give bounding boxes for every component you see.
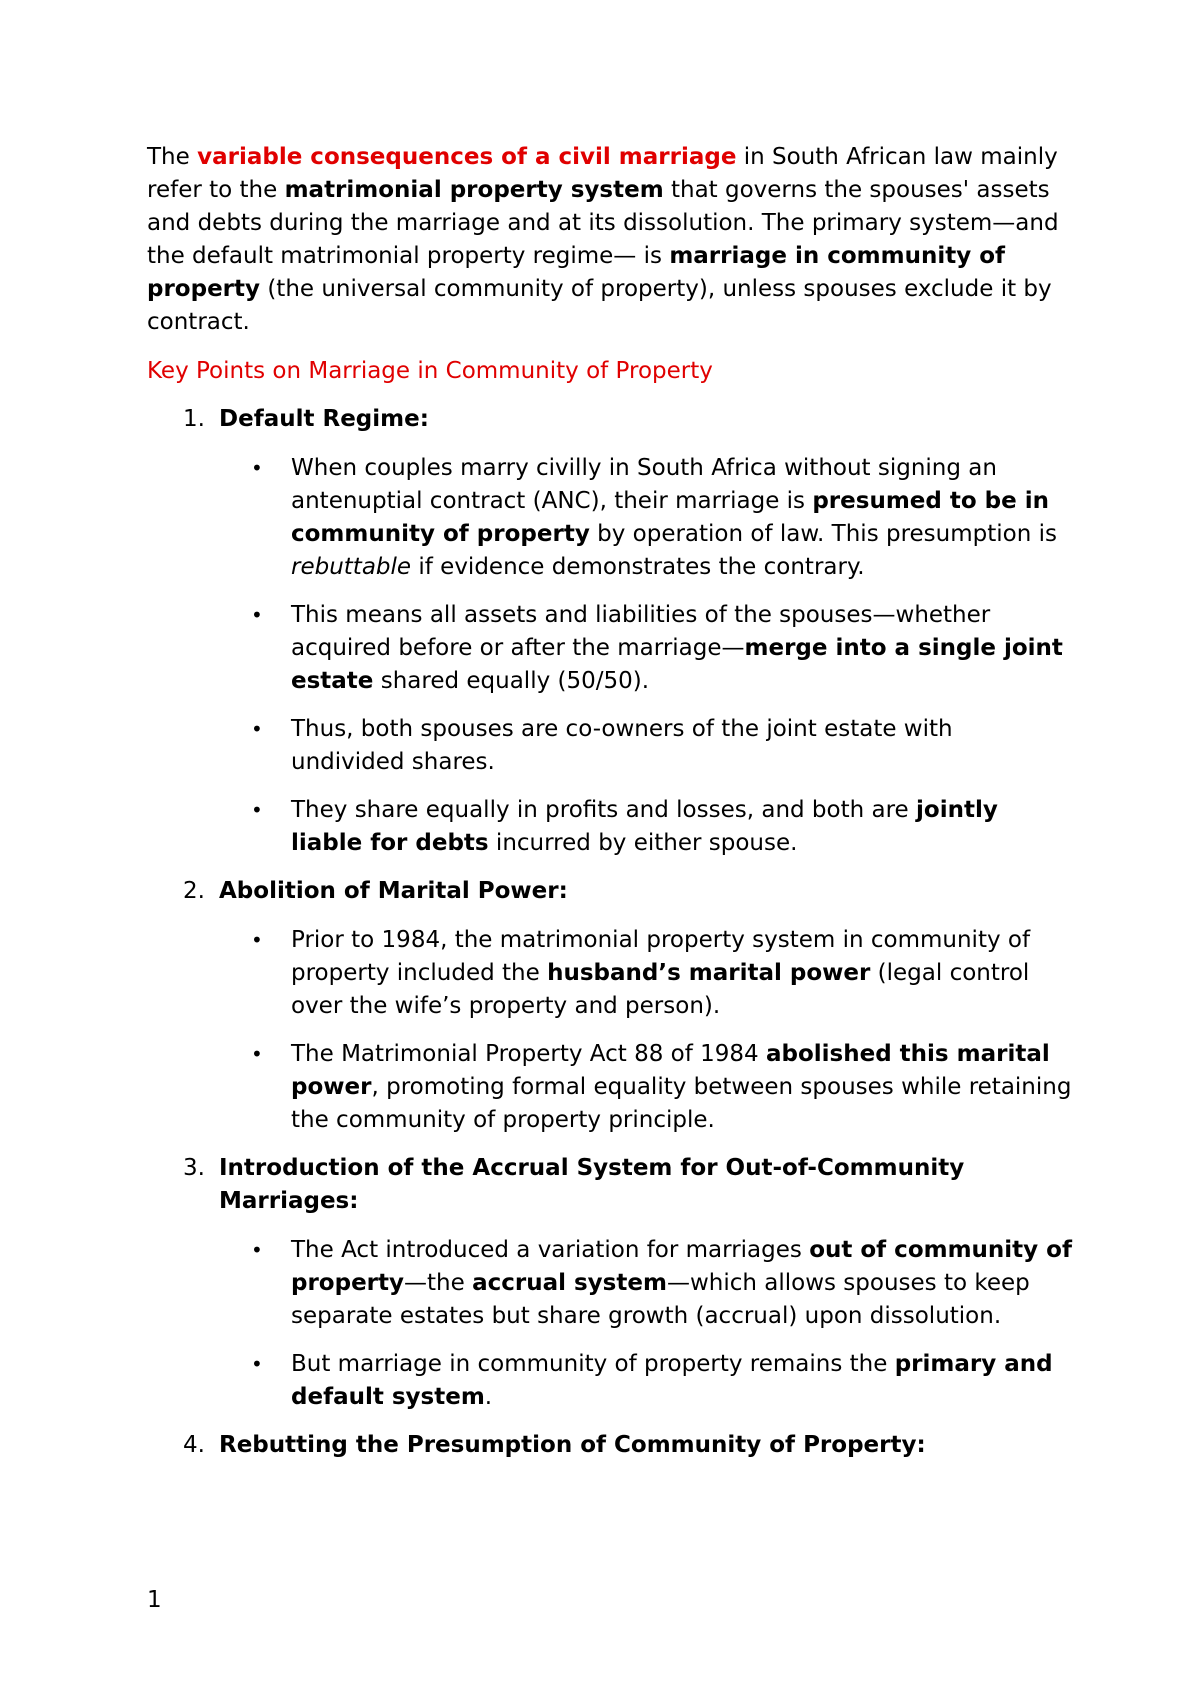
- bullet-icon: •: [251, 1042, 263, 1066]
- text-run: —which allows spouses to keep separate estates but share growth (accrual) upon dissolution.: [291, 1270, 1030, 1329]
- item-title: Abolition of Marital Power:: [219, 878, 568, 904]
- bullet-list: [147, 452, 1072, 860]
- bold-text: matrimonial property system: [284, 177, 664, 203]
- text-run: if evidence demonstrates the contrary.: [411, 554, 865, 580]
- bullet-icon: •: [251, 717, 263, 741]
- text-run: They share equally in profits and losses, and both are: [291, 797, 917, 823]
- page-number: 1: [147, 1587, 162, 1613]
- text-run: The Act introduced a variation for marriages: [291, 1237, 810, 1263]
- list-item: [147, 794, 1072, 860]
- text-run: .: [484, 1384, 493, 1410]
- text-run: Prior to 1984, the matrimonial property system in community of property included the: [291, 927, 1031, 986]
- text-run: incurred by either spouse.: [488, 830, 798, 856]
- list-item: [147, 1038, 1072, 1137]
- bullet-list: [147, 924, 1072, 1137]
- bullet-icon: •: [251, 1238, 263, 1262]
- bold-text: marriage in community of property: [147, 243, 1006, 302]
- list-item: [147, 452, 1072, 584]
- list-item: [147, 599, 1072, 698]
- text-run: , promoting formal equality between spouses while retaining the community of property principle.: [291, 1074, 1072, 1133]
- bullet-icon: •: [251, 603, 263, 627]
- text-run: But marriage in community of property remains the: [291, 1351, 895, 1377]
- text-run: The: [147, 144, 198, 170]
- list-item: [147, 713, 1072, 779]
- bold-text: primary and default system: [291, 1351, 1053, 1410]
- item-number: 1.: [183, 406, 205, 432]
- text-run: When couples marry civilly in South Africa without signing an antenuptial contract (ANC), their marriage is: [291, 455, 997, 514]
- italic-text: rebuttable: [291, 554, 412, 580]
- bullet-icon: •: [251, 928, 263, 952]
- bullet-icon: •: [251, 1352, 263, 1376]
- intro-paragraph: [147, 141, 1072, 339]
- bold-text: presumed to be in community of property: [291, 488, 1049, 547]
- numbered-item-4: [147, 1429, 1072, 1462]
- bullet-list: [147, 1234, 1072, 1414]
- section-heading: Key Points on Marriage in Community of Property: [147, 358, 713, 384]
- bold-text: merge into a single joint estate: [291, 635, 1063, 694]
- item-title: Introduction of the Accrual System for Out-of-Community Marriages:: [219, 1155, 965, 1214]
- emphasis-text: variable consequences of a civil marriage: [197, 144, 737, 170]
- item-number: 2.: [183, 878, 205, 904]
- numbered-item-3: [147, 1152, 1072, 1414]
- document-body: [147, 141, 1072, 1462]
- text-run: by operation of law. This presumption is: [589, 521, 1057, 547]
- text-run: (the universal community of property), unless spouses exclude it by contract.: [147, 276, 1052, 335]
- text-run: shared equally (50/50).: [373, 668, 650, 694]
- item-title: Default Regime:: [219, 406, 429, 432]
- numbered-item-2: [147, 875, 1072, 1137]
- bullet-icon: •: [251, 798, 263, 822]
- numbered-item-1: [147, 403, 1072, 860]
- text-run: This means all assets and liabilities of the spouses—whether acquired before or after the marriage—: [291, 602, 991, 661]
- bold-text: accrual system: [472, 1270, 667, 1296]
- bold-text: out of community of property: [291, 1237, 1072, 1296]
- text-run: in South African law mainly refer to the: [147, 144, 1058, 203]
- text-run: (legal control over the wife’s property and person).: [291, 960, 1030, 1019]
- item-title: Rebutting the Presumption of Community of Property:: [219, 1432, 926, 1458]
- text-run: that governs the spouses' assets and debts during the marriage and at its dissolution. The primary system—and the default matrimonial property regime— is: [147, 177, 1059, 269]
- bold-text: jointly liable for debts: [291, 797, 998, 856]
- bold-text: husband’s marital power: [547, 960, 871, 986]
- item-number: 3.: [183, 1155, 205, 1181]
- list-item: [147, 1348, 1072, 1414]
- text-run: —the: [404, 1270, 473, 1296]
- list-item: [147, 924, 1072, 1023]
- list-item: [147, 1234, 1072, 1333]
- bold-text: abolished this marital power: [291, 1041, 1050, 1100]
- text-run: Thus, both spouses are co-owners of the joint estate with undivided shares.: [291, 716, 953, 775]
- item-number: 4.: [183, 1432, 205, 1458]
- bullet-icon: •: [251, 456, 263, 480]
- text-run: The Matrimonial Property Act 88 of 1984: [291, 1041, 766, 1067]
